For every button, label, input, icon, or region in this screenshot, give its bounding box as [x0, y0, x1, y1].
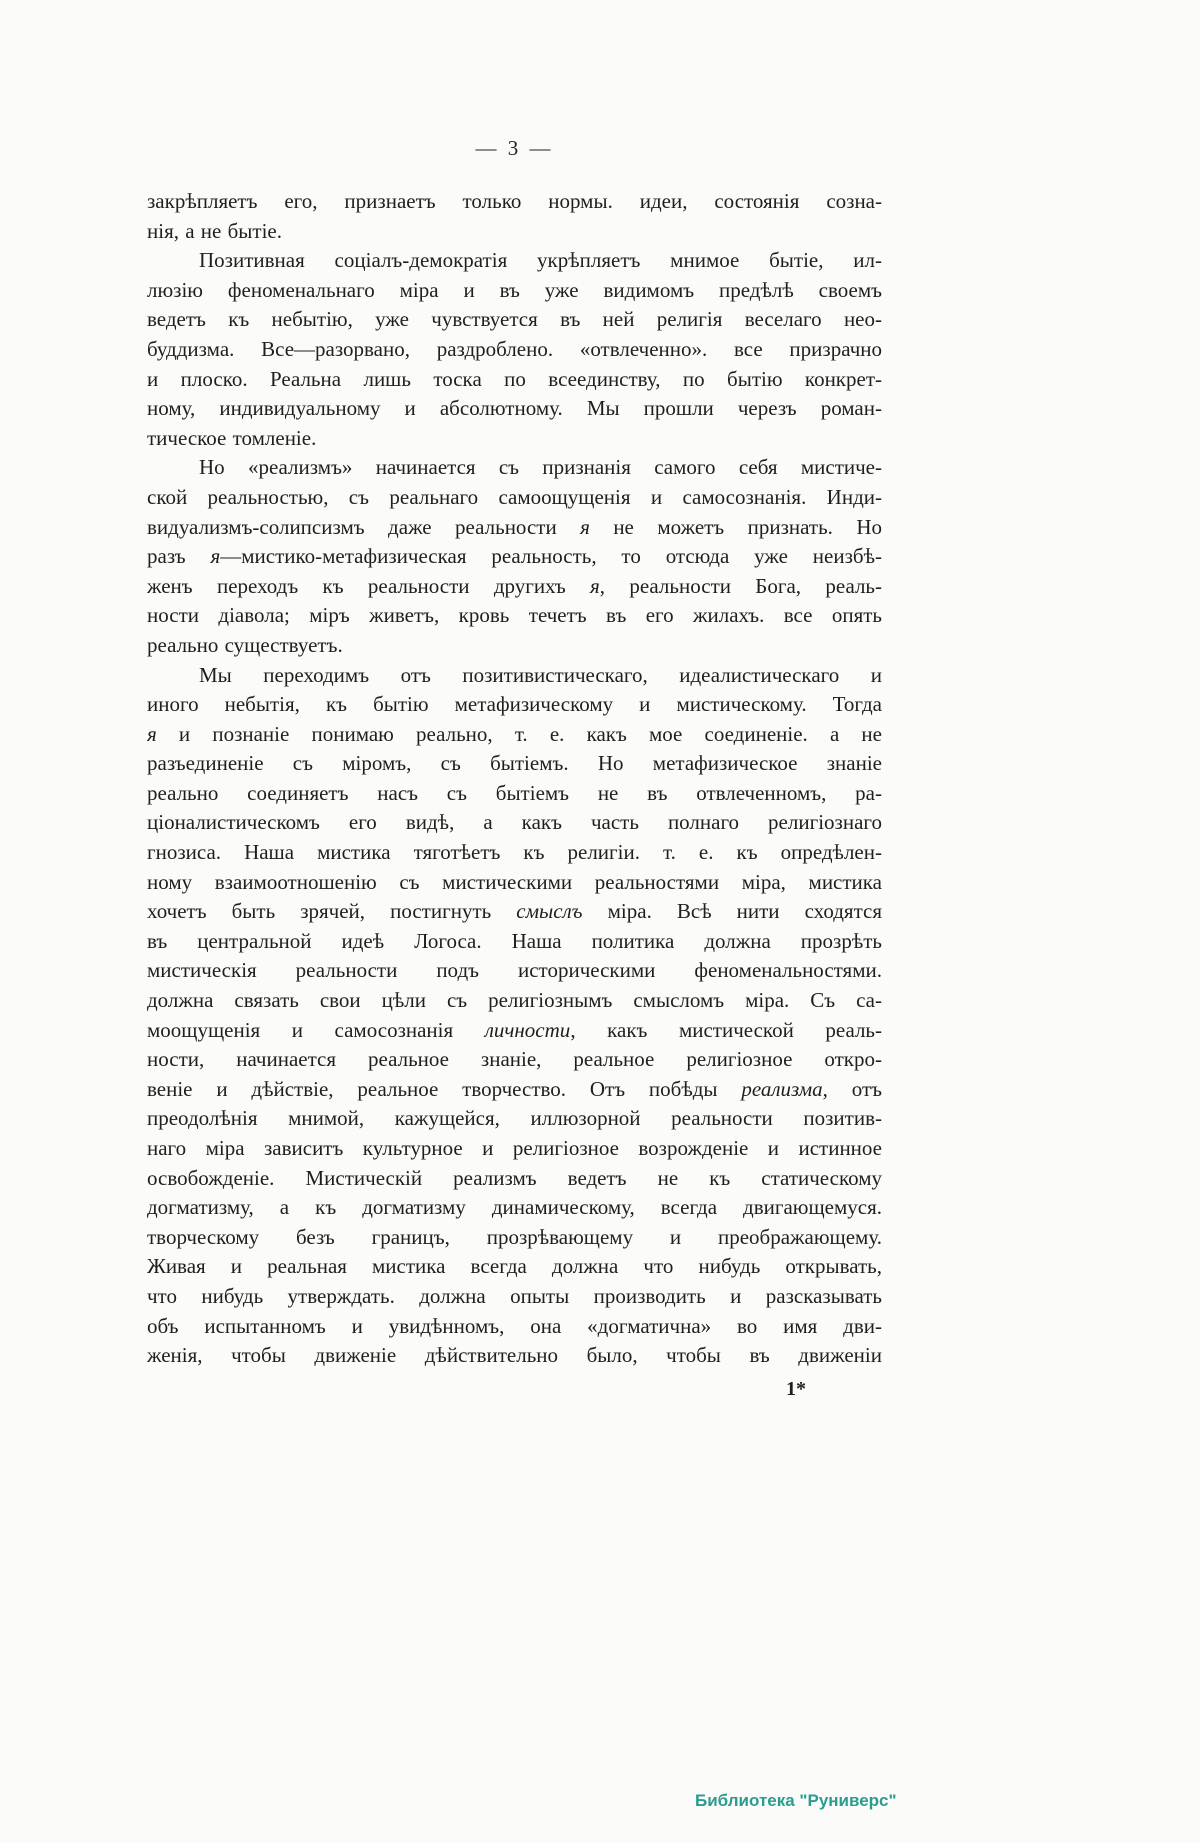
- text-line: разъ я—мистико-метафизическая реальность, то отсюда уже неизбѣ-: [147, 544, 882, 569]
- text-line: Но «реализмъ» начинается съ признанія самого себя мистиче-: [199, 455, 882, 480]
- text-line: хочетъ быть зрячей, постигнуть смыслъ міра. Всѣ нити сходятся: [147, 899, 882, 924]
- signature-mark: 1*: [786, 1378, 806, 1400]
- library-watermark: Библиотека "Руниверс": [695, 1791, 897, 1810]
- text-line: люзію феноменальнаго міра и въ уже видимомъ предѣлѣ своемъ: [147, 277, 882, 302]
- text-line: видуализмъ-солипсизмъ даже реальности я не можетъ признать. Но: [147, 514, 882, 539]
- text-line: что нибудь утверждать. должна опыты производить и разсказывать: [147, 1283, 882, 1308]
- text-line: веніе и дѣйствіе, реальное творчество. Отъ побѣды реализма, отъ: [147, 1076, 882, 1101]
- text-line: ному, индивидуальному и абсолютному. Мы прошли черезъ роман-: [147, 396, 882, 421]
- text-line: и плоско. Реальна лишь тоска по всеединству, по бытію конкрет-: [147, 366, 882, 391]
- paragraph: [147, 453, 882, 660]
- text-line: женія, чтобы движеніе дѣйствительно было, чтобы въ движеніи: [147, 1343, 882, 1368]
- text-line: Позитивная соціалъ-демократія укрѣпляетъ мнимое бытіе, ил-: [199, 248, 882, 273]
- text-line: женъ переходъ къ реальности другихъ я, реальности Бога, реаль-: [147, 573, 882, 598]
- text-line: мистическія реальности подъ историческими феноменальностями.: [147, 958, 882, 983]
- paragraph: [147, 661, 882, 1371]
- text-line: Живая и реальная мистика всегда должна что нибудь открывать,: [147, 1254, 882, 1279]
- text-line: творческому безъ границъ, прозрѣвающему и преображающему.: [147, 1224, 882, 1249]
- text-line: освобожденіе. Мистическій реализмъ ведетъ не къ статическому: [147, 1165, 882, 1190]
- page-number: — 3 —: [475, 136, 554, 160]
- text-line: ности діавола; міръ живетъ, кровь течетъ въ его жилахъ. все опять: [147, 603, 882, 628]
- text-line: ціоналистическомъ его видѣ, а какъ часть полнаго религіознаго: [147, 810, 882, 835]
- paragraphs: [147, 187, 882, 1371]
- text-line: закрѣпляетъ его, признаетъ только нормы. идеи, состоянія созна-: [147, 189, 882, 213]
- text-line: ности, начинается реальное знаніе, реальное религіозное откро-: [147, 1047, 882, 1072]
- text-line: догматизму, а къ догматизму динамическому, всегда двигающемуся.: [147, 1195, 882, 1220]
- text-line: реально существуетъ.: [147, 632, 343, 657]
- text-line: я и познаніе понимаю реально, т. е. какъ мое соединеніе. а не: [147, 721, 882, 746]
- text-line: ведетъ къ небытію, уже чувствуется въ ней религія веселаго нео-: [147, 307, 882, 332]
- text-line: тическое томленіе.: [147, 425, 317, 450]
- text-line: буддизма. Все—разорвано, раздроблено. «отвлеченно». все призрачно: [147, 336, 882, 361]
- page-text-block: [147, 136, 882, 1371]
- text-line: реально соединяетъ насъ съ бытіемъ не въ отвлеченномъ, ра-: [147, 780, 882, 805]
- text-line: объ испытанномъ и увидѣнномъ, она «догматична» во имя дви-: [147, 1313, 882, 1338]
- text-line: ской реальностью, съ реальнаго самоощущенія и самосознанія. Инди-: [147, 484, 882, 509]
- text-line: ному взаимоотношенію съ мистическими реальностями міра, мистика: [147, 869, 882, 894]
- paragraph: [147, 187, 882, 246]
- paragraph: [147, 246, 882, 453]
- text-line: должна связать свои цѣли съ религіознымъ смысломъ міра. Съ са-: [147, 988, 882, 1013]
- text-line: въ центральной идеѣ Логоса. Наша политика должна прозрѣть: [147, 928, 882, 953]
- text-line: моощущенія и самосознанія личности, какъ мистической реаль-: [147, 1017, 882, 1042]
- text-line: иного небытія, къ бытію метафизическому и мистическому. Тогда: [147, 692, 882, 717]
- text-line: наго міра зависитъ культурное и религіозное возрожденіе и истинное: [147, 1136, 882, 1160]
- text-line: преодолѣнія мнимой, кажущейся, иллюзорной реальности позитив-: [147, 1106, 882, 1131]
- text-line: нія, а не бытіе.: [147, 218, 282, 243]
- text-line: гнозиса. Наша мистика тяготѣетъ къ религіи. т. е. къ опредѣлен-: [147, 840, 882, 865]
- text-line: разъединеніе съ міромъ, съ бытіемъ. Но метафизическое знаніе: [147, 751, 882, 776]
- text-line: Мы переходимъ отъ позитивистическаго, идеалистическаго и: [199, 662, 882, 687]
